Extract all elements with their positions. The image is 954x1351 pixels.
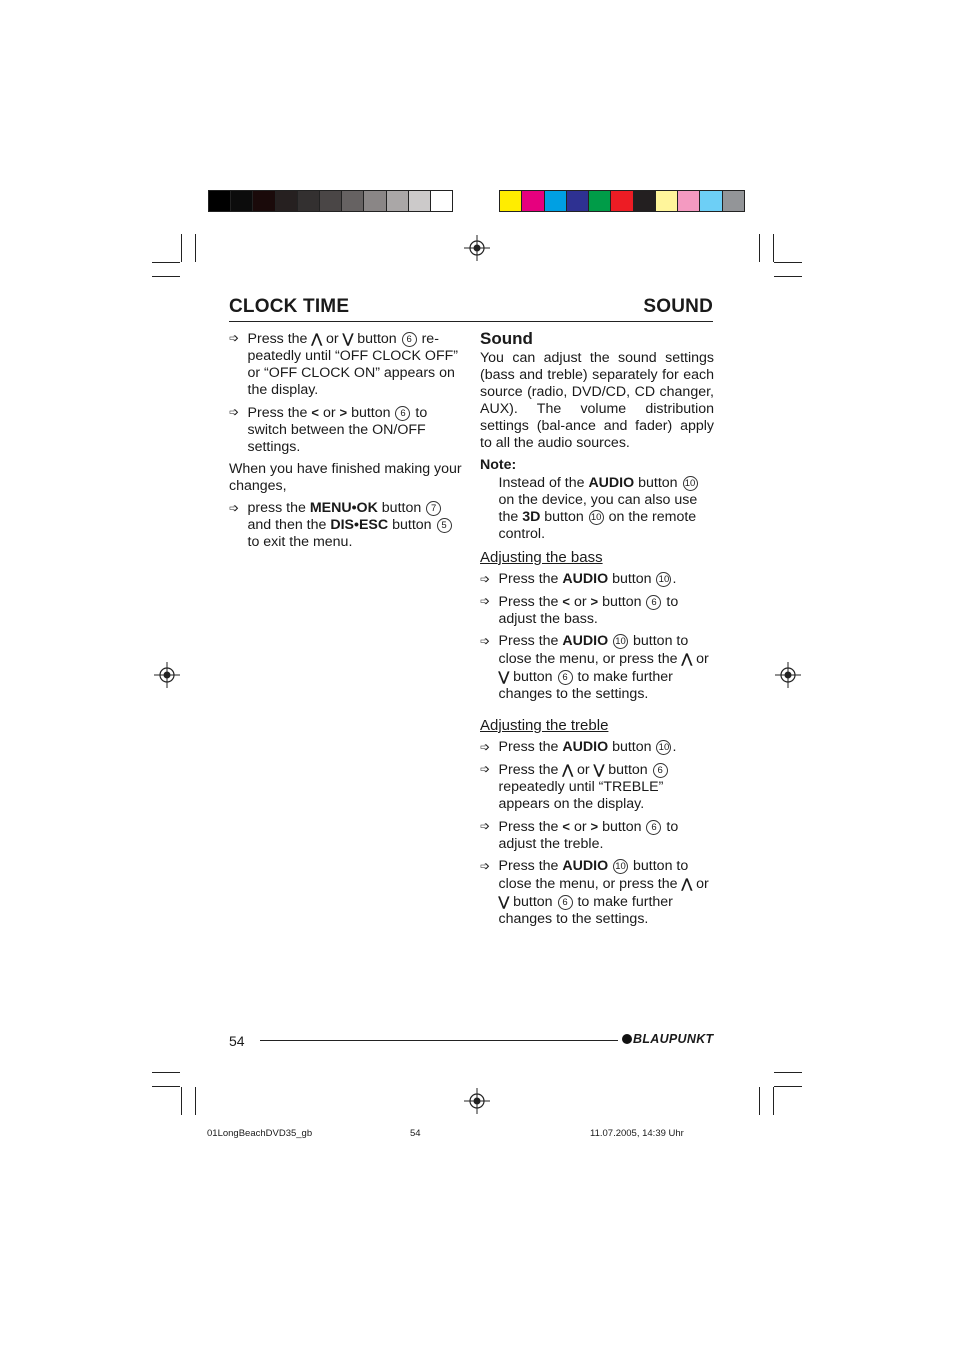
- left-column: [229, 330, 465, 556]
- arrow-bullet-icon: ➩: [480, 572, 491, 586]
- crop-mark: [181, 234, 182, 262]
- crop-mark: [195, 234, 196, 262]
- registration-mark-icon: [154, 662, 180, 688]
- button-number: 6: [558, 895, 573, 910]
- color-swatch: [409, 191, 431, 211]
- button-number: 10: [656, 572, 671, 587]
- arrow-bullet-icon: ➩: [480, 819, 491, 833]
- down-caret-icon: ⋁: [593, 762, 605, 777]
- list-item: ➩ Press the AUDIO 10 button to close the menu, or press the ⋀ or ⋁ button 6 to make further changes to the settings.: [480, 633, 709, 702]
- list-item: ➩ Press the ⋀ or ⋁ button 6 repeatedly until “TREBLE” appears on the display.: [480, 761, 714, 813]
- color-swatch: [723, 191, 744, 211]
- button-number: 10: [656, 740, 671, 755]
- color-swatch: [253, 191, 275, 211]
- footer-rule: [260, 1040, 618, 1041]
- page-number: 54: [229, 1033, 245, 1049]
- crop-mark: [773, 1087, 774, 1115]
- color-swatch: [231, 191, 253, 211]
- section-title: Sound: [480, 329, 533, 348]
- crop-mark: [774, 276, 802, 277]
- button-number: 6: [402, 332, 417, 347]
- color-swatch: [209, 191, 231, 211]
- header-rule: [229, 321, 713, 322]
- grayscale-bar: [208, 190, 453, 212]
- down-caret-icon: ⋁: [342, 331, 354, 346]
- button-number: 10: [613, 634, 628, 649]
- color-swatch: [589, 191, 611, 211]
- color-swatch: [567, 191, 589, 211]
- down-caret-icon: ⋁: [498, 669, 510, 684]
- crop-mark: [152, 276, 180, 277]
- crop-mark: [774, 262, 802, 263]
- color-swatch: [387, 191, 409, 211]
- right-caret-icon: >: [339, 405, 348, 420]
- list-item: ➩ Press the < or > button 6 to adjust the bass.: [480, 594, 679, 627]
- note-label: Note:: [480, 457, 517, 473]
- crop-mark: [759, 234, 760, 262]
- crop-mark: [181, 1087, 182, 1115]
- list-item: ➩ Press the ⋀ or ⋁ button 6 re-peatedly until “OFF CLOCK OFF” or “OFF CLOCK ON” appears on the display.: [229, 331, 458, 398]
- list-item: ➩ Press the AUDIO 10 button to close the menu, or press the ⋀ or ⋁ button 6 to make further changes to the settings.: [480, 858, 709, 927]
- button-number: 10: [683, 476, 698, 491]
- down-caret-icon: ⋁: [498, 894, 510, 909]
- up-caret-icon: ⋀: [562, 762, 574, 777]
- list-item: ➩ Press the AUDIO button 10 .: [480, 571, 677, 587]
- button-number: 6: [646, 595, 661, 610]
- color-swatch: [634, 191, 656, 211]
- brand-dot-icon: [622, 1034, 632, 1044]
- note-text: Instead of the AUDIO button 10 on the device, you can also use the 3D button 10 on the remote control.: [498, 475, 698, 542]
- arrow-bullet-icon: ➩: [229, 405, 240, 419]
- crop-mark: [773, 234, 774, 262]
- color-bar: [499, 190, 745, 212]
- registration-mark-icon: [464, 1088, 490, 1114]
- right-caret-icon: >: [590, 819, 599, 834]
- color-swatch: [364, 191, 386, 211]
- color-swatch: [678, 191, 700, 211]
- registration-mark-icon: [775, 662, 801, 688]
- list-item: ➩ Press the < or > button 6 to adjust the treble.: [480, 819, 679, 852]
- intro-paragraph: You can adjust the sound settings (bass and treble) separately for each source (radio, DVD/CD, CD changer, AUX). The volume distribution settings (bal-ance and fader) apply to all the audio sources.: [480, 350, 714, 451]
- button-number: 7: [426, 501, 441, 516]
- button-number: 6: [395, 406, 410, 421]
- list-item: ➩ Press the < or > button 6 to switch between the ON/OFF settings.: [229, 405, 428, 455]
- arrow-bullet-icon: ➩: [480, 634, 491, 648]
- up-caret-icon: ⋀: [681, 876, 693, 891]
- right-column: [480, 330, 714, 933]
- color-swatch: [522, 191, 544, 211]
- registration-mark-icon: [464, 235, 490, 261]
- button-number: 6: [653, 763, 668, 778]
- crop-mark: [152, 1072, 180, 1073]
- slug-page: 54: [410, 1128, 421, 1139]
- left-caret-icon: <: [311, 405, 319, 420]
- list-item: ➩ press the MENU•OK button 7 and then the DIS•ESC button 5 to exit the menu.: [229, 500, 465, 551]
- arrow-bullet-icon: ➩: [480, 594, 491, 608]
- color-swatch: [500, 191, 522, 211]
- arrow-bullet-icon: ➩: [480, 740, 491, 754]
- slug-file: 01LongBeachDVD35_gb: [207, 1128, 313, 1139]
- arrow-bullet-icon: ➩: [229, 331, 240, 345]
- color-swatch: [545, 191, 567, 211]
- right-caret-icon: >: [590, 594, 599, 609]
- page-title-right: SOUND: [643, 296, 713, 317]
- color-swatch: [611, 191, 633, 211]
- button-number: 5: [437, 518, 452, 533]
- color-swatch: [431, 191, 452, 211]
- arrow-bullet-icon: ➩: [480, 762, 491, 776]
- brand-logo: BLAUPUNKT: [622, 1032, 713, 1046]
- arrow-bullet-icon: ➩: [229, 501, 240, 515]
- button-number: 6: [558, 670, 573, 685]
- color-swatch: [342, 191, 364, 211]
- crop-mark: [759, 1087, 760, 1115]
- subheading-bass: Adjusting the bass: [480, 549, 603, 566]
- paragraph: When you have finished making your changes,: [229, 461, 462, 494]
- up-caret-icon: ⋀: [681, 651, 693, 666]
- arrow-bullet-icon: ➩: [480, 859, 491, 873]
- button-number: 6: [646, 820, 661, 835]
- crop-mark: [774, 1086, 802, 1087]
- color-swatch: [700, 191, 722, 211]
- left-caret-icon: <: [562, 819, 570, 834]
- crop-mark: [152, 262, 180, 263]
- crop-mark: [195, 1087, 196, 1115]
- color-swatch: [320, 191, 342, 211]
- page-title-left: CLOCK TIME: [229, 296, 350, 317]
- crop-mark: [152, 1086, 180, 1087]
- slug-date: 11.07.2005, 14:39 Uhr: [590, 1128, 684, 1139]
- subheading-treble: Adjusting the treble: [480, 717, 609, 734]
- up-caret-icon: ⋀: [311, 331, 323, 346]
- left-caret-icon: <: [562, 594, 570, 609]
- color-swatch: [276, 191, 298, 211]
- button-number: 10: [613, 859, 628, 874]
- color-swatch: [656, 191, 678, 211]
- list-item: ➩ Press the AUDIO button 10 .: [480, 739, 677, 755]
- button-number: 10: [589, 510, 604, 525]
- color-swatch: [298, 191, 320, 211]
- crop-mark: [774, 1072, 802, 1073]
